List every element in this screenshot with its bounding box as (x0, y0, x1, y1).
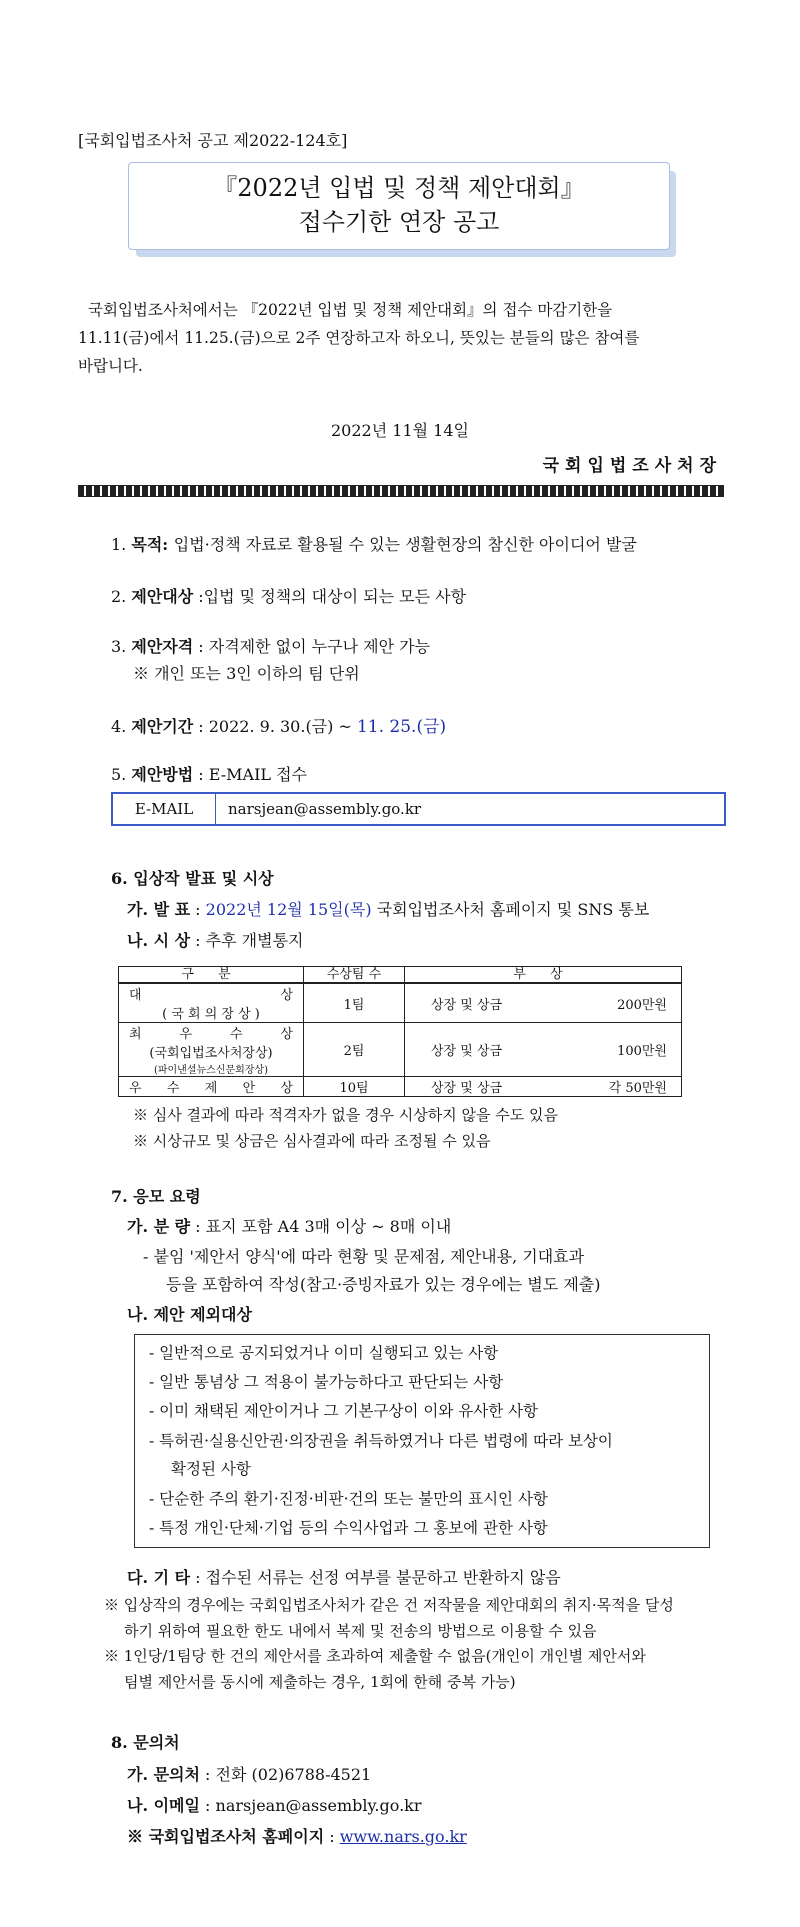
exclusion-item: - 이미 채택된 제안이거나 그 기본구상이 이와 유사한 사항 (149, 1402, 539, 1420)
length-sub-2: 등을 포함하여 작성(참고·증빙자료가 있는 경우에는 별도 제출) (166, 1275, 601, 1294)
section-text: : 자격제한 없이 누구나 제안 가능 (193, 637, 431, 656)
item-text: : 표지 포함 A4 3매 이상 ~ 8매 이내 (190, 1217, 452, 1236)
award-name-cell (119, 1023, 304, 1077)
table-header: 수상팀 수 (304, 967, 405, 984)
award-sub: (국회입법조사처장상) (149, 1046, 273, 1061)
section-label: 목적 (131, 535, 163, 554)
award-name-cell (119, 983, 304, 1023)
award-line (127, 928, 303, 951)
section-text: :입법 및 정책의 대상이 되는 모든 사항 (193, 587, 467, 606)
section-heading: 7. 응모 요령 (111, 1187, 201, 1206)
section-guidelines-heading (111, 1184, 201, 1207)
section-number: 2. (111, 587, 132, 606)
email-text: : narsjean@assembly.go.kr (199, 1796, 422, 1815)
award-sub: ( 국 회 의 장 상 ) (162, 1007, 260, 1022)
item-text: 국회입법조사처 홈페이지 및 SNS 통보 (371, 900, 650, 919)
homepage-line (127, 1824, 467, 1847)
section-method (111, 762, 307, 785)
table-row (119, 1023, 682, 1077)
homepage-link[interactable]: www.nars.go.kr (339, 1827, 467, 1846)
intro-paragraph (78, 296, 724, 380)
item-label: 가. 분 량 (127, 1217, 191, 1236)
title-line-1: 『2022년 입법 및 정책 제안대회』 (213, 174, 585, 202)
email-key: E-MAIL (113, 794, 216, 824)
award-note-1: ※ 심사 결과에 따라 적격자가 없을 경우 시상하지 않을 수도 있음 (133, 1106, 558, 1124)
section-heading: 6. 입상작 발표 및 시상 (111, 869, 274, 888)
section-target (111, 584, 466, 607)
length-sub-1: - 붙임 '제안서 양식'에 따라 현황 및 문제점, 제안내용, 기대효과 (143, 1247, 585, 1266)
item-label: ※ 국회입법조사처 홈페이지 (127, 1827, 325, 1846)
title-box (128, 162, 670, 250)
deadline-highlight: 11. 25.(금) (356, 717, 447, 737)
hatched-divider (78, 485, 724, 497)
exclusion-heading (127, 1302, 252, 1325)
award-name: 우 수 제 안 상 (129, 1081, 293, 1096)
table-header: 부 상 (405, 967, 682, 984)
contact-email-line (127, 1793, 422, 1816)
section-label: 제안기간 (131, 717, 194, 736)
section-number: 5. (111, 765, 132, 784)
email-box (111, 792, 726, 826)
team-count: 1팀 (304, 983, 405, 1023)
table-header-row (119, 967, 682, 984)
item-text: : 추후 개별통지 (190, 931, 304, 950)
award-name: 대 상 (129, 988, 293, 1003)
phone-text: : 전화 (02)6788-4521 (199, 1765, 372, 1784)
submission-note-1: ※ 1인당/1팀당 한 건의 제안서를 초과하여 제출할 수 없음(개인이 개인별 제안서와 (104, 1647, 646, 1665)
section-text: : E-MAIL 접수 (193, 765, 308, 784)
section-purpose (111, 532, 637, 555)
section-label: 제안자격 (131, 637, 194, 656)
section-number: 4. (111, 717, 132, 736)
length-line (127, 1214, 451, 1237)
eligibility-note: ※ 개인 또는 3인 이하의 팀 단위 (133, 664, 360, 683)
separator: : (324, 1827, 340, 1846)
prize-cell (405, 983, 682, 1023)
prize-amount: 200만원 (617, 997, 667, 1013)
issuer-name: 국회입법조사처장 (542, 456, 722, 476)
item-label: 가. 발 표 (127, 900, 191, 919)
section-number: 1. (111, 535, 132, 554)
team-count: 2팀 (304, 1023, 405, 1077)
section-text: : 2022. 9. 30.(금) ~ (193, 717, 357, 736)
prize-desc: 상장 및 상금 (431, 1081, 503, 1096)
prize-amount: 100만원 (617, 1044, 667, 1059)
table-header: 구 분 (119, 967, 304, 984)
notice-number: [국회입법조사처 공고 제2022-124호] (78, 131, 348, 150)
prize-cell (405, 1077, 682, 1097)
item-label: 다. 기 타 (127, 1568, 191, 1587)
section-eligibility (111, 634, 430, 657)
exclusion-item: - 일반 통념상 그 적용이 불가능하다고 판단되는 사항 (149, 1373, 504, 1391)
prize-cell (405, 1023, 682, 1077)
award-name-cell (119, 1077, 304, 1097)
separator: : (190, 900, 206, 919)
item-label: 가. 문의처 (127, 1765, 200, 1784)
section-period (111, 712, 446, 737)
prize-amount: 각 50만원 (608, 1081, 667, 1096)
announcement-date: 2022년 12월 15일(목) (205, 900, 372, 919)
award-note-2: ※ 시상규모 및 상금은 심사결과에 따라 조정될 수 있음 (133, 1132, 491, 1150)
prize-table (118, 966, 682, 1097)
separator: : (162, 535, 174, 554)
award-name: 최 우 수 상 (129, 1027, 293, 1042)
email-value[interactable]: narsjean@assembly.go.kr (228, 800, 422, 818)
section-awards-heading (111, 866, 274, 889)
announcement-line (127, 897, 649, 920)
prize-desc: 상장 및 상금 (431, 1044, 503, 1059)
exclusion-item: - 특허권·실용신안권·의장권을 취득하였거나 다른 법령에 따라 보상이 (149, 1432, 613, 1450)
item-text: : 접수된 서류는 선정 여부를 불문하고 반환하지 않음 (190, 1568, 561, 1587)
contact-phone-line (127, 1762, 371, 1785)
table-row (119, 1077, 682, 1097)
intro-line-2: 11.11(금)에서 11.25.(금)으로 2주 연장하고자 하오니, 뜻있는 분들의 많은 참여를 (78, 329, 640, 347)
notice-date: 2022년 11월 14일 (331, 421, 469, 440)
item-label: 나. 제안 제외대상 (127, 1305, 252, 1324)
exclusion-box (134, 1334, 710, 1548)
team-count: 10팀 (304, 1077, 405, 1097)
intro-line-1: 국회입법조사처에서는 『2022년 입법 및 정책 제안대회』의 접수 마감기한을 (88, 301, 613, 319)
section-number: 3. (111, 637, 132, 656)
exclusion-item-continued: 확정된 사항 (171, 1460, 251, 1478)
exclusion-item: - 단순한 주의 환기·진정·비판·건의 또는 불만의 표시인 사항 (149, 1490, 548, 1508)
item-label: 나. 시 상 (127, 931, 191, 950)
title-line-2: 접수기한 연장 공고 (298, 208, 500, 236)
exclusion-item: - 특정 개인·단체·기업 등의 수익사업과 그 홍보에 관한 사항 (149, 1519, 548, 1537)
usage-note-1: ※ 입상작의 경우에는 국회입법조사처가 같은 건 저작물을 제안대회의 취지·목적을 달성 (104, 1596, 674, 1614)
section-heading: 8. 문의처 (111, 1733, 180, 1752)
award-sub-2: (파이낸셜뉴스신문회장상) (153, 1065, 269, 1076)
section-contact-heading (111, 1730, 180, 1753)
table-row (119, 983, 682, 1023)
exclusion-item: - 일반적으로 공지되었거나 이미 실행되고 있는 사항 (149, 1344, 499, 1362)
other-line (127, 1565, 561, 1588)
usage-note-1b: 하기 위하여 필요한 한도 내에서 복제 및 전송의 방법으로 이용할 수 있음 (124, 1622, 597, 1640)
section-text: 입법·정책 자료로 활용될 수 있는 생활현장의 참신한 아이디어 발굴 (173, 535, 637, 554)
item-label: 나. 이메일 (127, 1796, 200, 1815)
section-label: 제안방법 (131, 765, 194, 784)
section-label: 제안대상 (131, 587, 194, 606)
prize-desc: 상장 및 상금 (431, 997, 503, 1013)
submission-note-1b: 팀별 제안서를 동시에 제출하는 경우, 1회에 한해 중복 가능) (124, 1673, 516, 1691)
intro-line-3: 바랍니다. (78, 357, 143, 375)
